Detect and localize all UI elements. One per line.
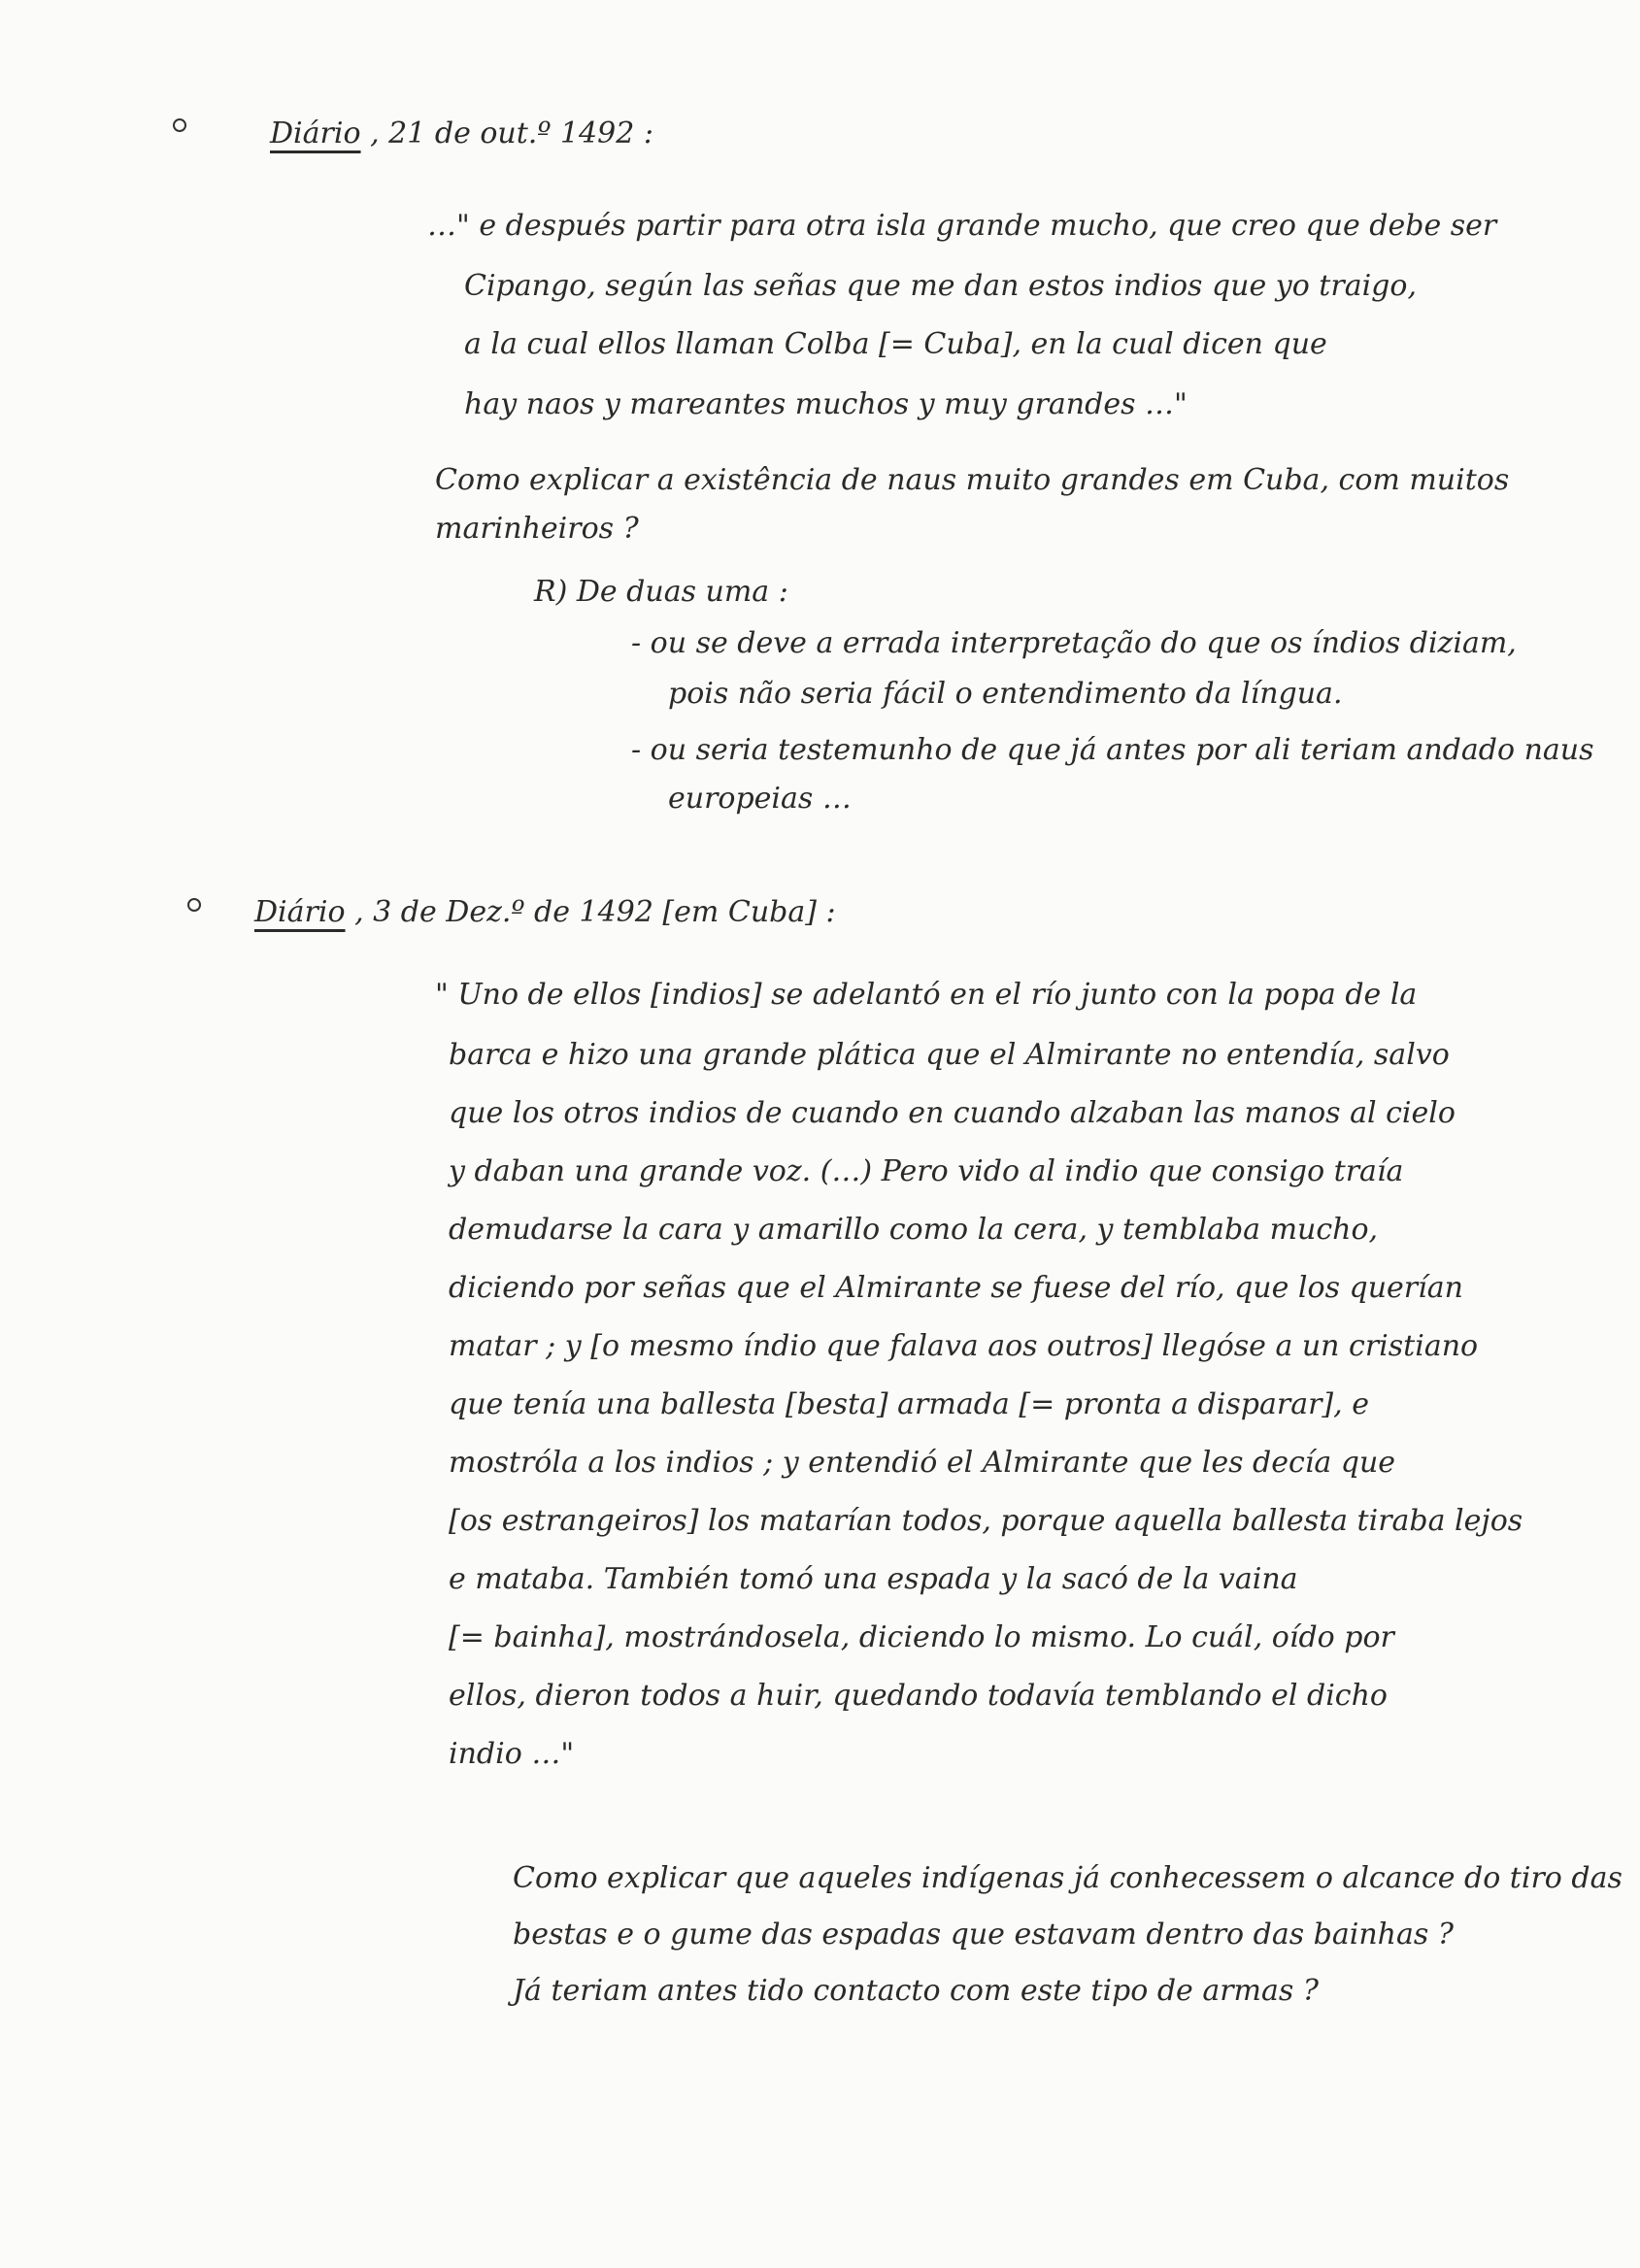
entry2-quote-line: ellos, dieron todos a huir, quedando todavía temblando el dicho: [449, 1679, 1388, 1713]
entry2-quote-line: y daban una grande voz. (…) Pero vido al indio que consigo traía: [449, 1154, 1404, 1188]
entry2-quote-line: que los otros indios de cuando en cuando alzaban las manos al cielo: [449, 1096, 1456, 1130]
entry2-title: Diário: [254, 895, 346, 929]
entry2-quote-line: " Uno de ellos [indios] se adelantó en el río junto con la popa de la: [435, 978, 1418, 1012]
bullet-icon: [187, 898, 201, 912]
entry2-quote-line: que tenía una ballesta [besta] armada [= pronta a disparar], e: [449, 1387, 1369, 1421]
entry1-date: , 21 de out.º 1492 :: [370, 117, 653, 150]
entry1-quote-line: Cipango, según las señas que me dan estos indios que yo traigo,: [464, 269, 1417, 303]
entry1-heading: [270, 117, 653, 150]
entry1-answer-item: europeias …: [668, 782, 852, 816]
entry1-question-line: Como explicar a existência de naus muito grandes em Cuba, com muitos: [435, 463, 1510, 497]
entry1-title: Diário: [270, 117, 361, 150]
entry1-quote-line: hay naos y mareantes muchos y muy grandes …": [464, 387, 1188, 421]
entry1-quote-line: a la cual ellos llaman Colba [= Cuba], en la cual dicen que: [464, 327, 1327, 361]
entry1-quote-line: …" e después partir para otra isla grande mucho, que creo que debe ser: [427, 209, 1497, 243]
entry2-quote-line: [os estrangeiros] los matarían todos, porque aquella ballesta tiraba lejos: [449, 1504, 1523, 1538]
entry2-quote-line: barca e hizo una grande plática que el Almirante no entendía, salvo: [449, 1038, 1450, 1072]
entry1-question-line: marinheiros ?: [435, 512, 639, 546]
entry1-answer-item: pois não seria fácil o entendimento da língua.: [668, 677, 1343, 711]
entry2-date: , 3 de Dez.º de 1492 [em Cuba] :: [354, 895, 836, 929]
entry2-quote-line: [= bainha], mostrándosela, diciendo lo mismo. Lo cuál, oído por: [449, 1620, 1394, 1654]
entry2-question-line: bestas e o gume das espadas que estavam dentro das bainhas ?: [513, 1918, 1454, 1951]
entry2-quote-line: demudarse la cara y amarillo como la cera, y temblaba mucho,: [449, 1213, 1379, 1247]
entry2-heading: [254, 895, 836, 929]
entry1-answer-item: - ou seria testemunho de que já antes por ali teriam andado naus: [631, 733, 1594, 767]
bullet-icon: [173, 118, 186, 132]
entry2-quote-line: matar ; y [o mesmo índio que falava aos outros] llegóse a un cristiano: [449, 1329, 1479, 1363]
entry1-answer-intro: R) De duas uma :: [534, 575, 788, 609]
entry2-quote-line: indio …": [449, 1737, 575, 1771]
entry2-question-line: Já teriam antes tido contacto com este tipo de armas ?: [513, 1974, 1319, 2008]
entry2-quote-line: diciendo por señas que el Almirante se fuese del río, que los querían: [449, 1271, 1463, 1305]
entry2-question-line: Como explicar que aqueles indígenas já conhecessem o alcance do tiro das: [513, 1861, 1623, 1895]
entry2-quote-line: e mataba. También tomó una espada y la sacó de la vaina: [449, 1562, 1298, 1596]
entry2-quote-line: mostróla a los indios ; y entendió el Almirante que les decía que: [449, 1446, 1396, 1480]
entry1-answer-item: - ou se deve a errada interpretação do que os índios diziam,: [631, 626, 1517, 660]
